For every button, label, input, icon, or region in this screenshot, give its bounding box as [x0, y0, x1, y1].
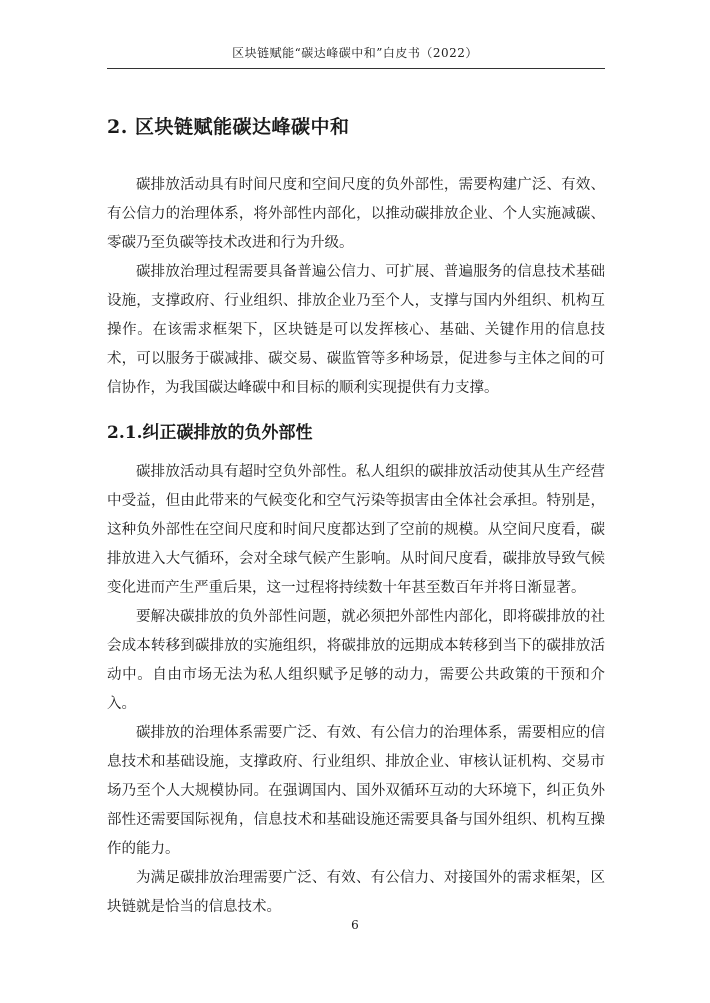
subsection-heading: 2.1.纠正碳排放的负外部性	[107, 423, 313, 443]
page-number: 6	[351, 918, 359, 932]
subsection-body	[107, 458, 605, 922]
section-heading: 2. 区块链赋能碳达峰碳中和	[107, 116, 350, 138]
running-header: 区块链赋能“碳达峰碳中和”白皮书（2022）	[232, 46, 478, 60]
header-divider	[107, 68, 605, 69]
paragraph: 碳排放治理过程需要具备普遍公信力、可扩展、普遍服务的信息技术基础设施，支撑政府、行业组织、排放企业乃至个人，支撑与国内外组织、机构互操作。在该需求框架下，区块链是可以发挥核心、基础、关键作用的信息技术，可以服务于碳减排、碳交易、碳监管等多种场景，促进参与主体之间的可信协作，为我国碳达峰碳中和目标的顺利实现提供有力支撑。	[107, 264, 605, 396]
paragraph: 碳排放活动具有时间尺度和空间尺度的负外部性，需要构建广泛、有效、有公信力的治理体系，将外部性内部化，以推动碳排放企业、个人实施减碳、零碳乃至负碳等技术改进和行为升级。	[107, 177, 605, 251]
paragraph: 碳排放的治理体系需要广泛、有效、有公信力的治理体系，需要相应的信息技术和基础设施，支撑政府、行业组织、排放企业、审核认证机构、交易市场乃至个人大规模协同。在强调国内、国外双循环互动的大环境下，纠正负外部性还需要国际视角，信息技术和基础设施还需要具备与国外组织、机构互操作的能力。	[107, 725, 605, 857]
paragraph: 为满足碳排放治理需要广泛、有效、有公信力、对接国外的需求框架，区块链就是恰当的信息技术。	[107, 870, 605, 915]
section-body	[107, 171, 605, 403]
paragraph: 碳排放活动具有超时空负外部性。私人组织的碳排放活动使其从生产经营中受益，但由此带来的气候变化和空气污染等损害由全体社会承担。特别是，这种负外部性在空间尺度和时间尺度都达到了空前的规模。从空间尺度看，碳排放进入大气循环，会对全球气候产生影响。从时间尺度看，碳排放导致气候变化进而产生严重后果，这一过程将持续数十年甚至数百年并将日渐显著。	[107, 464, 605, 596]
paragraph: 要解决碳排放的负外部性问题，就必须把外部性内部化，即将碳排放的社会成本转移到碳排放的实施组织，将碳排放的远期成本转移到当下的碳排放活动中。自由市场无法为私人组织赋予足够的动力，需要公共政策的干预和介入。	[107, 609, 605, 712]
